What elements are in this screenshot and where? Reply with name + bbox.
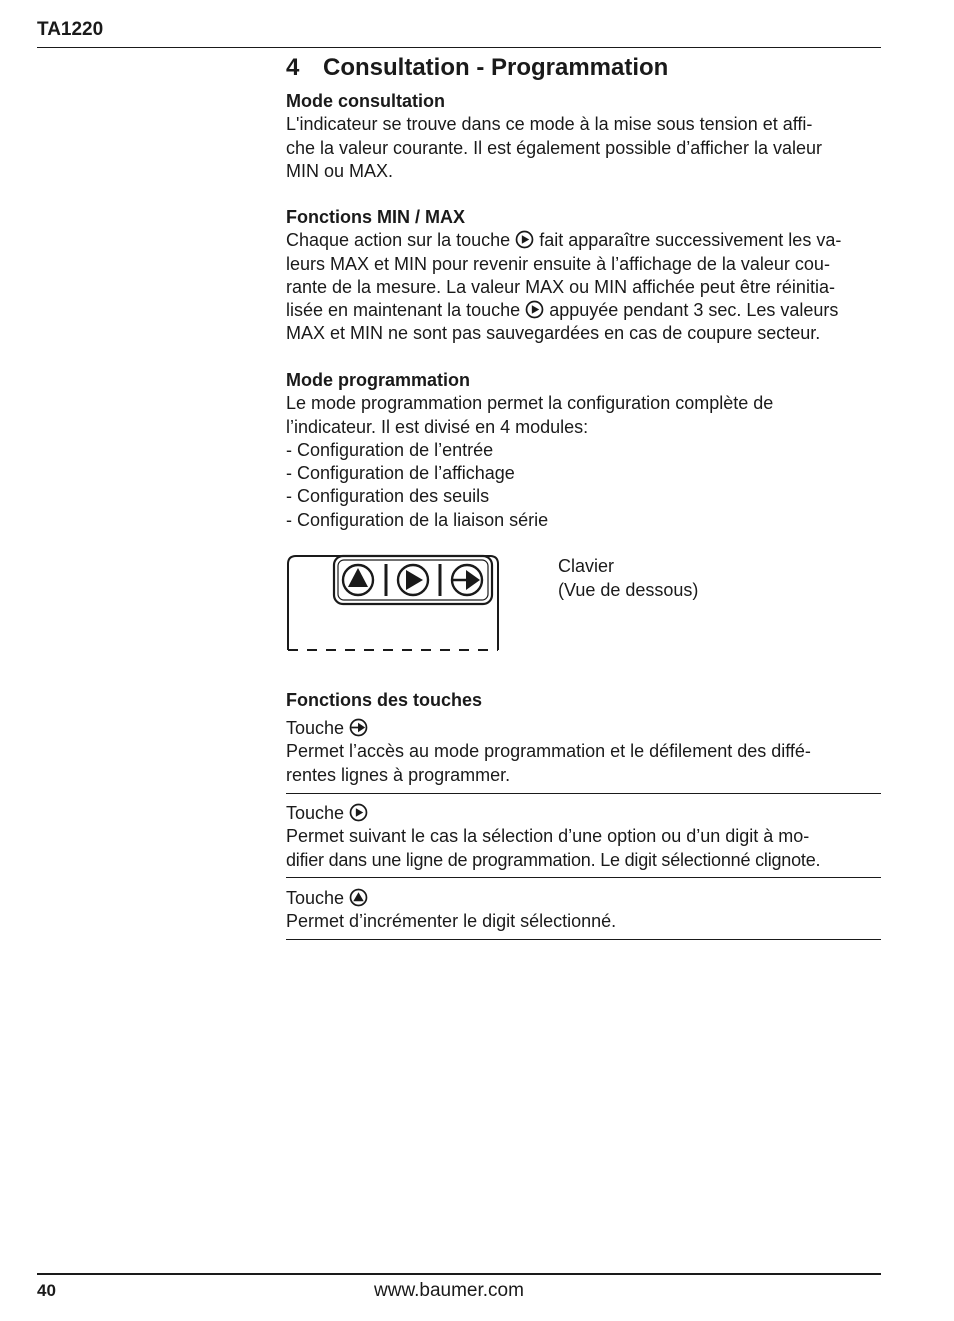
- enter-key-icon: [452, 565, 482, 595]
- list-item: - Configuration de la liaison série: [286, 509, 549, 530]
- key-label-line: [286, 802, 881, 825]
- key-description-up: [286, 887, 881, 934]
- right-key-icon: [515, 230, 534, 249]
- section-heading: Mode programmation: [286, 370, 471, 390]
- footer-url: www.baumer.com: [374, 1280, 524, 1301]
- paragraph-line: Permet d’incrémenter le digit sélectionné.: [286, 911, 617, 932]
- enter-key-icon: [349, 718, 368, 737]
- up-key-icon: [343, 565, 373, 595]
- paragraph-line: L'indicateur se trouve dans ce mode à la mise sous tension et affi-: [286, 114, 813, 135]
- section-heading: Fonctions MIN / MAX: [286, 207, 465, 227]
- text-fragment: appuyée pendant 3 sec. Les valeurs: [549, 300, 839, 321]
- paragraph-line: Le mode programmation permet la configuration complète de: [286, 393, 774, 414]
- section-mode-consultation: [286, 90, 886, 183]
- paragraph-line: rentes lignes à programmer.: [286, 764, 511, 785]
- footer-rule: [37, 1273, 881, 1275]
- right-key-icon: [349, 803, 368, 822]
- key-label-line: [286, 717, 881, 740]
- paragraph-line: rante de la mesure. La valeur MAX ou MIN affichée peut être réinitia-: [286, 276, 835, 297]
- divider: [286, 793, 881, 794]
- caption-line: Clavier: [558, 556, 615, 576]
- paragraph-line: MAX et MIN ne sont pas sauvegardées en cas de coupure secteur.: [286, 323, 821, 344]
- section-heading: [286, 689, 886, 712]
- key-label: Touche: [286, 888, 345, 908]
- list-item: - Configuration de l’affichage: [286, 463, 515, 484]
- list-item: - Configuration de l’entrée: [286, 439, 494, 460]
- keyboard-diagram: [284, 552, 504, 656]
- section-mode-programmation: [286, 369, 886, 532]
- section-fonctions-min-max: [286, 206, 886, 346]
- section-heading-text: Fonctions des touches: [286, 690, 483, 710]
- paragraph-line: Permet suivant le cas la sélection d’une option ou d’un digit à mo-: [286, 826, 810, 847]
- keyboard-caption: [558, 554, 698, 602]
- paragraph-line: [286, 229, 886, 252]
- header-rule: [37, 47, 881, 48]
- paragraph-line: difier dans une ligne de programmation. Le digit sélectionné clignote.: [286, 849, 821, 870]
- list-item: - Configuration des seuils: [286, 486, 490, 507]
- chapter-title: Consultation - Programmation: [323, 54, 669, 81]
- text-fragment: lisée en maintenant la touche: [286, 300, 521, 321]
- module-list: [286, 439, 886, 532]
- paragraph-line: l’indicateur. Il est divisé en 4 modules:: [286, 416, 589, 437]
- document-title: TA1220: [37, 19, 104, 40]
- text-fragment: fait apparaître successivement les va-: [539, 230, 842, 251]
- paragraph-line: MIN ou MAX.: [286, 160, 394, 181]
- page-number: 40: [37, 1281, 56, 1300]
- section-heading: Mode consultation: [286, 91, 445, 111]
- up-key-icon: [349, 888, 368, 907]
- chapter-heading: [286, 54, 668, 82]
- key-label-line: [286, 887, 881, 910]
- caption-line: (Vue de dessous): [558, 580, 699, 600]
- divider: [286, 939, 881, 940]
- text-fragment: Chaque action sur la touche: [286, 230, 511, 251]
- right-key-icon: [398, 565, 428, 595]
- paragraph-line: [286, 299, 886, 322]
- key-description-right: [286, 802, 881, 872]
- paragraph-line: che la valeur courante. Il est également possible d’afficher la valeur: [286, 137, 822, 158]
- key-label: Touche: [286, 803, 345, 823]
- divider: [286, 877, 881, 878]
- paragraph-line: leurs MAX et MIN pour revenir ensuite à l’affichage de la valeur cou-: [286, 253, 830, 274]
- key-label: Touche: [286, 718, 345, 738]
- paragraph-line: Permet l’accès au mode programmation et le défilement des diffé-: [286, 741, 811, 762]
- key-description-enter: [286, 717, 881, 787]
- chapter-number: 4: [286, 54, 300, 81]
- right-key-icon: [525, 300, 544, 319]
